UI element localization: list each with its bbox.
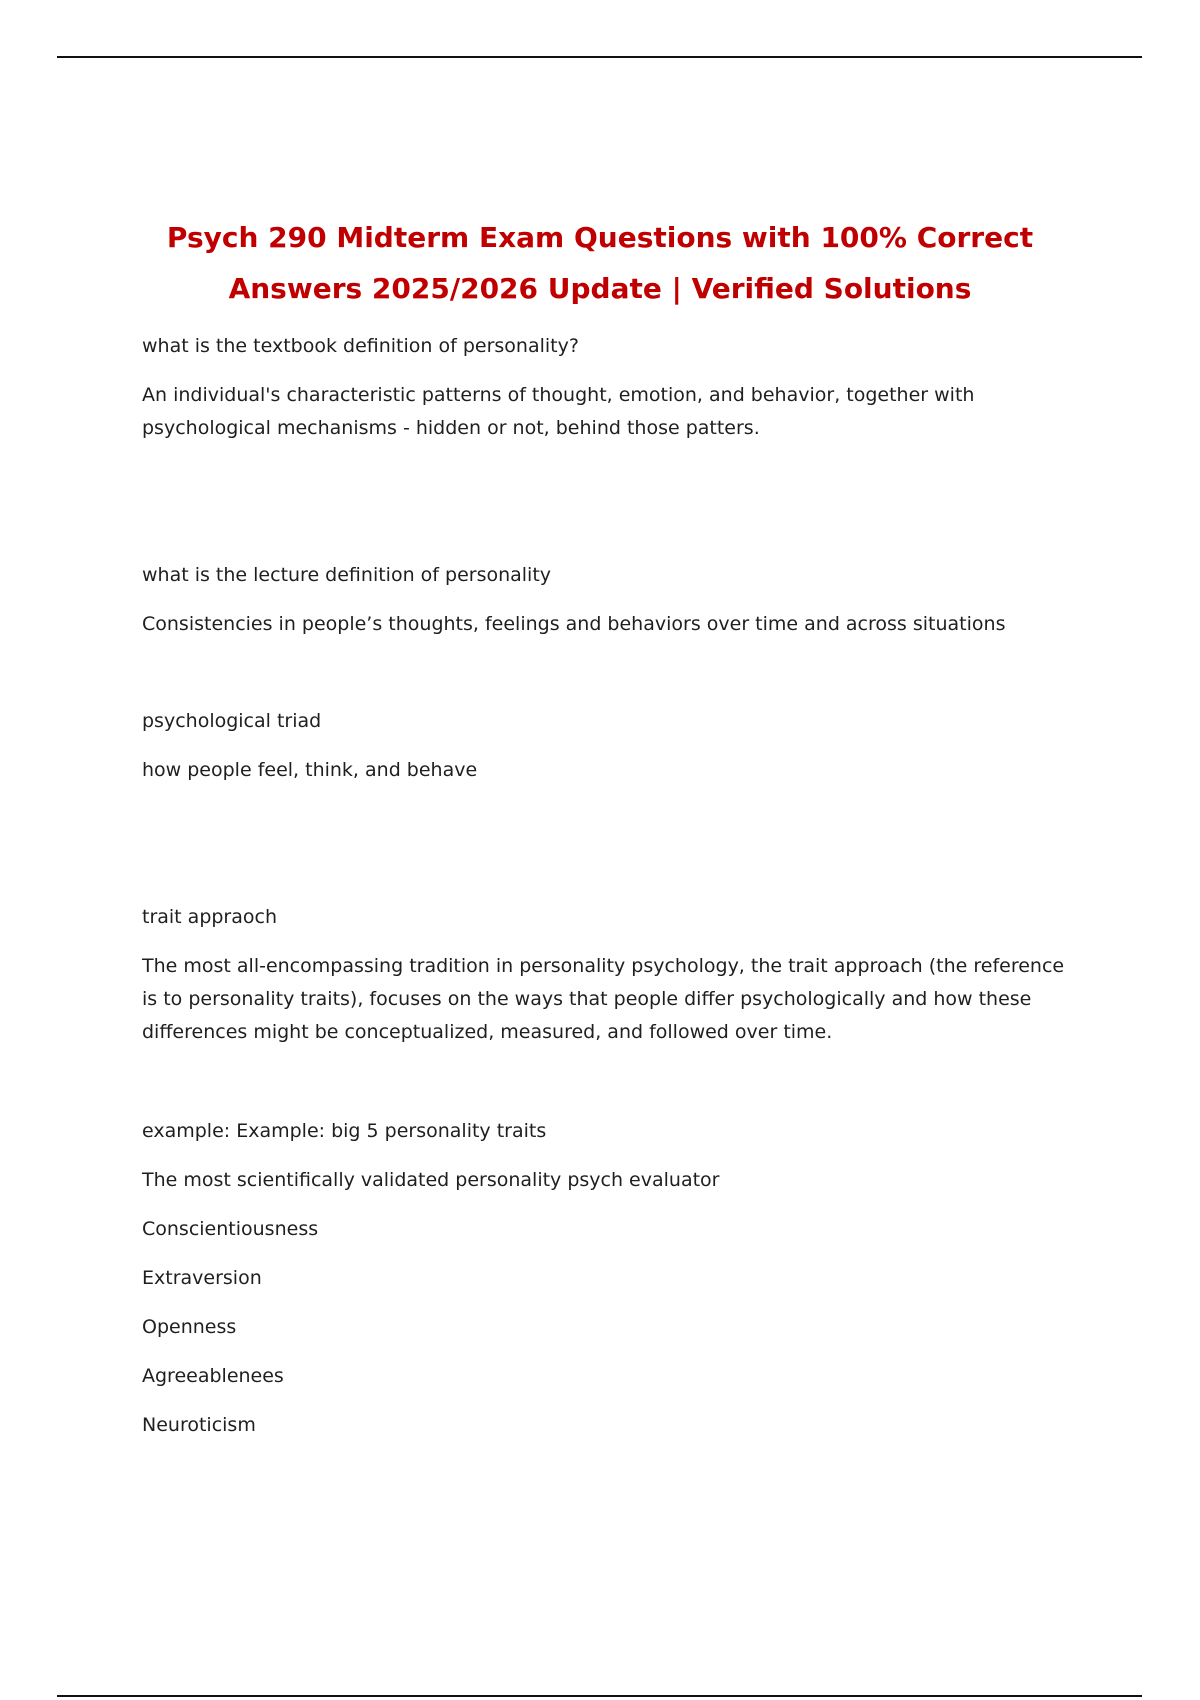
- list-item: Neuroticism: [142, 1414, 256, 1436]
- question-text: what is the textbook definition of personality?: [142, 335, 579, 357]
- question-text: trait appraoch: [142, 906, 278, 928]
- answer-text: The most scientifically validated personality psych evaluator: [142, 1169, 720, 1191]
- answer-text: Consistencies in people’s thoughts, feelings and behaviors over time and across situations: [142, 613, 1006, 635]
- question-text: what is the lecture definition of personality: [142, 564, 552, 586]
- footer-rule: [57, 1695, 1142, 1697]
- document-title: [100, 212, 1100, 314]
- answer-text: how people feel, think, and behave: [142, 759, 478, 781]
- list-item: Conscientiousness: [142, 1218, 319, 1240]
- title-line-2: Answers 2025/2026 Update | Verified Solutions: [228, 272, 972, 305]
- list-item: Extraversion: [142, 1267, 262, 1289]
- list-item: Agreeablenees: [142, 1365, 284, 1387]
- question-text: example: Example: big 5 personality traits: [142, 1120, 547, 1142]
- answer-text: The most all-encompassing tradition in personality psychology, the trait approach (the reference is to personality traits), focuses on the ways that people differ psychologically and how these differences might be conceptualized, measured, and followed over time.: [142, 955, 1065, 1043]
- title-line-1: Psych 290 Midterm Exam Questions with 100% Correct: [166, 221, 1034, 254]
- answer-text: An individual's characteristic patterns of thought, emotion, and behavior, together with psychological mechanisms - hidden or not, behind those patters.: [142, 384, 975, 439]
- header-rule: [57, 56, 1142, 58]
- list-item: Openness: [142, 1316, 237, 1338]
- question-text: psychological triad: [142, 710, 322, 732]
